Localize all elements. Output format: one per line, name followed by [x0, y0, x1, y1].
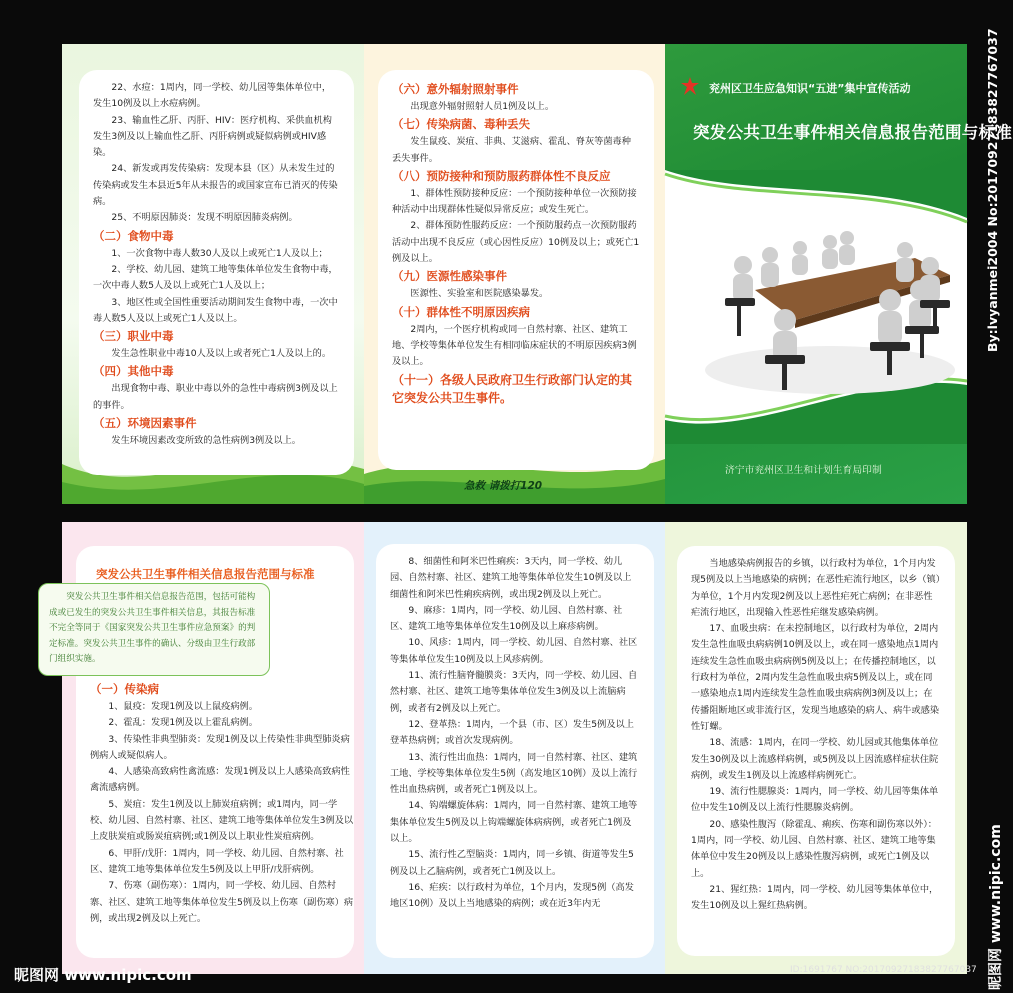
item-text: 25、不明原因肺炎：发现不明原因肺炎病例。 — [111, 212, 298, 224]
section-heading: （九）医源性感染事件 — [392, 269, 507, 284]
section-heading: （七）传染病菌、毒种丢失 — [392, 117, 530, 132]
item-text: 9、麻疹：1周内，同一学校、幼儿园、自然村寨、社区、建筑工地等集体单位发生10例及以上麻疹病例。 — [390, 604, 623, 633]
item-text: 24、新发或再发传染病：发现本县（区）从未发生过的传染病或发生本县近5年从未报告的或国家宣布已消灭的传染病。 — [93, 163, 338, 208]
panel-left-top — [62, 44, 364, 504]
section-heading: （五）环境因素事件 — [93, 416, 197, 431]
intro-box: 突发公共卫生事件相关信息报告范围，包括可能构成或已发生的突发公共卫生事件相关信息，其报告标准不完全等同于《国家突发公共卫生事件应急预案》的判定标准。突发公共卫生事件的确认、分级由卫生行政部门组织实施。 — [38, 583, 270, 676]
infectious-disease-list — [90, 680, 354, 950]
section-heading: （二）食物中毒 — [93, 228, 174, 243]
panel-right-bottom — [665, 522, 967, 974]
section-heading: （八）预防接种和预防服药群体性不良反应 — [392, 168, 611, 183]
panel-middle-top — [364, 44, 665, 504]
item-text: 4、人感染高致病性禽流感：发现1例及以上人感染高致病性禽流感病例。 — [90, 766, 350, 794]
text-card — [376, 544, 654, 958]
item-text: 医源性、实验室和医院感染暴发。 — [410, 288, 549, 300]
item-text: 6、甲肝/戊肝：1周内，同一学校、幼儿园、自然村寨、社区、建筑工地等集体单位发生5例及以上甲肝/戊肝病例。 — [90, 847, 344, 875]
item-text: 23、输血性乙肝、丙肝、HIV：医疗机构、采供血机构发生3例及以上输血性乙肝、丙肝病例或疑似病例或HIV感染。 — [93, 114, 332, 159]
item-text: 13、流行性出血热：1周内，同一自然村寨、社区、建筑工地、学校等集体单位发生5例（高发地区10例）及以上流行性出血热病例，或者死亡1例及以上。 — [390, 751, 638, 796]
item-text: 16、疟疾：以行政村为单位，1个月内，发现5例（高发地区10例）及以上当地感染的病例；或在近3年内无 — [390, 881, 634, 910]
section-heading: （四）其他中毒 — [93, 364, 174, 379]
item-text: 18、流感：1周内，在同一学校、幼儿园或其他集体单位发生30例及以上流感样病例，或5例及以上因流感样症状住院病例，或发生1例及以上流感样病例死亡。 — [691, 737, 939, 781]
hotline-text: 急救 请拨打120 — [464, 480, 543, 492]
panel-middle-bottom — [364, 522, 665, 974]
item-text: 11、流行性脑脊髓膜炎：3天内，同一学校、幼儿园、自然村寨、社区、建筑工地等集体单位发生3例及以上流脑病例，或者有2例及以上死亡。 — [390, 670, 638, 714]
item-text: 2、学校、幼儿园、建筑工地等集体单位发生食物中毒，一次中毒人数5人及以上或死亡1人及以上； — [93, 263, 338, 292]
image-id-line: ID:1691767 NO:20170927183827767037 — [790, 965, 977, 975]
item-text: 2周内，一个医疗机构或同一自然村寨、社区、建筑工地、学校等集体单位发生有相同临床症状的不明原因疾病3例及以上。 — [392, 323, 637, 368]
item-text: 发生急性职业中毒10人及以上或者死亡1人及以上的。 — [111, 348, 332, 360]
section-heading: （一）传染病 — [90, 682, 159, 696]
item-text: 12、登革热：1周内，一个县（市、区）发生5例及以上登革热病例；或首次发现病例。 — [390, 718, 634, 747]
item-text: 17、血吸虫病：在未控制地区，以行政村为单位，2周内发生急性血吸虫病病例10例及以上，或在同一感染地点1周内连续发生急性血吸虫病病例5例及以上；在传播控制地区，以行政村为单位，2周内发生急性血吸虫病5例及以上，或在同一感染地点1周内连续发生急性血吸虫病病例3例及以上；在传播阻断地区或非流行区，发现当地感染的病人、病牛或感染性钉螺。 — [691, 623, 940, 732]
cover-title: 突发公共卫生事件相关信息报告范围与标准 — [693, 123, 1013, 142]
item-text: 1、鼠疫：发现1例及以上鼠疫病例。 — [108, 701, 258, 712]
item-text: 1、一次食物中毒人数30人及以上或死亡1人及以上； — [111, 247, 328, 259]
section-heading: （十）群体性不明原因疾病 — [392, 304, 530, 319]
item-text: 15、流行性乙型脑炎：1周内，同一乡镇、街道等发生5例及以上乙脑病例，或者死亡1例及以上。 — [390, 849, 634, 877]
text-card — [378, 70, 654, 470]
campaign-tagline: 兖州区卫生应急知识“五进”集中宣传活动 — [709, 82, 911, 95]
item-text: 7、伤寒（副伤寒）：1周内，同一学校、幼儿园、自然村寨、社区、建筑工地等集体单位发生5例及以上伤寒（副伤寒）病例，或出现2例及以上死亡。 — [90, 880, 354, 924]
item-text: 出现意外辐射照射人员1例及以上。 — [410, 101, 555, 112]
section-heading: （六）意外辐射照射事件 — [392, 82, 519, 96]
item-text: 19、流行性腮腺炎：1周内，同一学校、幼儿园等集体单位中发生10例及以上流行性腮腺炎病例。 — [691, 786, 939, 814]
section-heading: （三）职业中毒 — [93, 329, 174, 344]
cover-image-area — [665, 170, 967, 444]
item-text: 1、群体性预防接种反应：一个预防接种单位一次预防接种活动中出现群体性疑似异常反应；或发生死亡。 — [392, 187, 637, 216]
printer-credit: 济宁市兖州区卫生和计划生育局印制 — [725, 465, 882, 476]
text-card — [677, 546, 955, 956]
item-text: 发生鼠疫、炭疽、非典、艾滋病、霍乱、脊灰等菌毒种丢失事件。 — [392, 136, 631, 164]
text-card — [79, 70, 354, 475]
item-text: 20、感染性腹泻（除霍乱、痢疾、伤寒和副伤寒以外）：1周内，同一学校、幼儿园、自然村寨、社区、建筑工地等集体单位中发生20例及以上感染性腹泻病例，或死亡1例及以上。 — [691, 818, 937, 879]
item-text: 21、猩红热：1周内，同一学校、幼儿园等集体单位中，发生10例及以上猩红热病例。 — [691, 883, 939, 912]
item-text: 2、群体预防性服药反应：一个预防服药点一次预防服药活动中出现不良反应（或心因性反应）10例及以上；或死亡1例及以上。 — [392, 220, 640, 265]
item-text: 5、炭疽：发生1例及以上肺炭疽病例；或1周内，同一学校、幼儿园、自然村寨、社区、建筑工地等集体单位发生3例及以上皮肤炭疽或肠炭疽病例;或1例及以上职业性炭疽病例。 — [90, 798, 354, 843]
item-text: 3、传染性非典型肺炎：发现1例及以上传染性非典型肺炎病例病人或疑似病人。 — [90, 733, 350, 761]
item-text: 2、霍乱：发现1例及以上霍乱病例。 — [108, 717, 258, 729]
site-watermark-vertical: 昵图网 www.nipic.com — [988, 824, 1004, 990]
item-text: 3、地区性或全国性重要活动期间发生食物中毒，一次中毒人数5人及以上或死亡1人及以上。 — [93, 296, 338, 324]
inner-title: 突发公共卫生事件相关信息报告范围与标准 — [96, 567, 315, 581]
item-text: 发生环境因素改变所致的急性病例3例及以上。 — [111, 435, 301, 447]
item-text: 出现食物中毒、职业中毒以外的急性中毒病例3例及以上的事件。 — [93, 383, 338, 411]
meeting-illustration — [665, 170, 967, 444]
item-text: 10、风疹：1周内，同一学校、幼儿园、自然村寨、社区等集体单位发生10例及以上风疹病例。 — [390, 637, 638, 665]
item-text: 14、钩端螺旋体病：1周内，同一自然村寨、建筑工地等集体单位发生5例及以上钩端螺旋体病病例，或者死亡1例及以上。 — [390, 800, 638, 845]
author-watermark: By:lvyanmei2004 No:20170927183827767037 — [985, 28, 1000, 352]
item-text: 8、细菌性和阿米巴性痢疾：3天内，同一学校、幼儿园、自然村寨、社区、建筑工地等集体单位发生10例及以上细菌性和阿米巴性痢疾病例，或出现2例及以上死亡。 — [390, 556, 632, 600]
item-text: 当地感染病例报告的乡镇，以行政村为单位，1个月内发现5例及以上当地感染的病例；在恶性疟流行地区，以乡（镇）为单位，1个月内发现2例及以上恶性疟死亡病例；在非恶性疟流行地区，出现输入性恶性疟继发感染病例。 — [691, 558, 941, 618]
section-heading: （十一）各级人民政府卫生行政部门认定的其它突发公共卫生事件。 — [392, 372, 633, 405]
health-logo-icon — [678, 75, 702, 99]
item-text: 22、水痘：1周内，同一学校、幼儿园等集体单位中，发生10例及以上水痘病例。 — [93, 82, 332, 110]
site-watermark: 昵图网 www.nipic.com — [14, 966, 192, 984]
